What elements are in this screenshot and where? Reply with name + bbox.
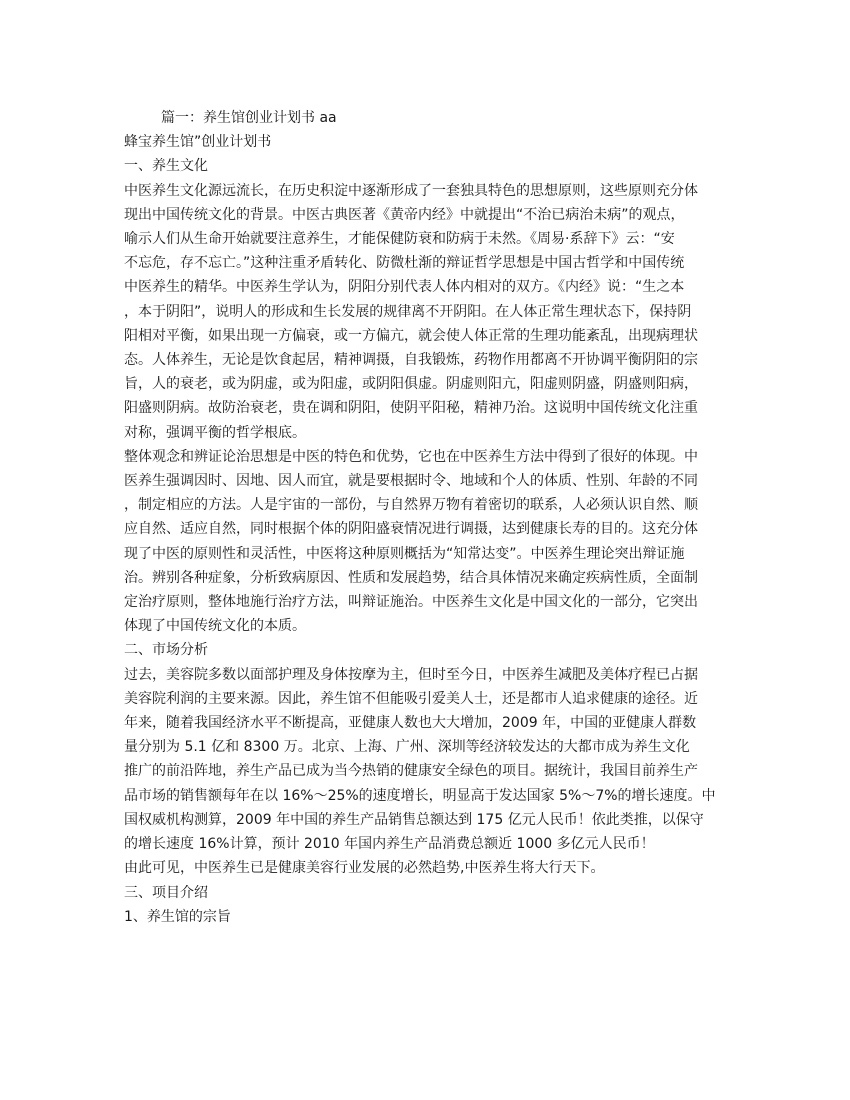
paragraph-line: 美容院利润的主要来源。因此，养生馆不但能吸引爱美人士，还是都市人追求健康的途径。近 xyxy=(124,690,698,707)
paragraph-line: 整体观念和辨证论治思想是中医的特色和优势，它也在中医养生方法中得到了很好的体现。中 xyxy=(124,448,698,465)
document-title: 蜂宝养生馆”创业计划书 xyxy=(124,134,272,151)
paragraph-line: 喻示人们从生命开始就要注意养生，才能保健防衰和防病于未然。《周易·系辞下》云：“安 xyxy=(124,231,675,248)
paragraph-line: 态。人体养生，无论是饮食起居，精神调摄，自我锻炼，药物作用都离不开协调平衡阴阳的宗 xyxy=(124,352,698,369)
section-title-culture: 一、养生文化 xyxy=(124,158,208,175)
paragraph-line: 定治疗原则，整体地施行治疗方法，叫辩证施治。中医养生文化是中国文化的一部分，它突出 xyxy=(124,594,698,611)
paragraph-line: ，制定相应的方法。人是宇宙的一部份，与自然界万物有着密切的联系，人必须认识自然、顺 xyxy=(124,497,698,514)
paragraph-line: 旨，人的衰老，或为阴虚，或为阳虚，或阴阳俱虚。阴虚则阳亢，阳虚则阴盛，阴盛则阳病， xyxy=(124,376,698,393)
paragraph-line: 由此可见，中医养生已是健康美容行业发展的必然趋势,中医养生将大行天下。 xyxy=(124,860,605,877)
subsection-title-purpose: 1、养生馆的宗旨 xyxy=(124,908,231,925)
section-title-market: 二、市场分析 xyxy=(124,642,208,659)
paragraph-line: ，本于阴阳”，说明人的形成和生长发展的规律离不开阴阳。在人体正常生理状态下，保持阴 xyxy=(124,303,692,320)
paragraph-line: 推广的前沿阵地，养生产品已成为当今热销的健康安全绿色的项目。据统计，我国目前养生产 xyxy=(124,763,698,780)
paragraph-line: 现出中国传统文化的背景。中医古典医著《黄帝内经》中就提出“不治已病治未病”的观点， xyxy=(124,206,685,223)
paragraph-line: 阳盛则阴病。故防治衰老，贵在调和阴阳，使阴平阳秘，精神乃治。这说明中国传统文化注重 xyxy=(124,400,698,417)
paragraph-line: 年来，随着我国经济水平不断提高，亚健康人数也大大增加，2009 年，中国的亚健康人群数 xyxy=(124,715,697,732)
paragraph-line: 应自然、适应自然，同时根据个体的阴阳盛衰情况进行调摄，达到健康长寿的目的。这充分体 xyxy=(124,521,698,538)
section-body-market xyxy=(124,663,729,881)
paragraph-line: 的增长速度 16%计算，预计 2010 年国内养生产品消费总额近 1000 多亿元人民币！ xyxy=(124,836,655,853)
document-heading: 篇一：养生馆创业计划书 aa xyxy=(161,110,337,126)
paragraph-line: 体现了中国传统文化的本质。 xyxy=(124,618,306,635)
paragraph-line: 中医养生的精华。中医养生学认为，阴阳分别代表人体内相对的双方。《内经》说：“生之本 xyxy=(124,279,685,296)
paragraph-line: 过去，美容院多数以面部护理及身体按摩为主，但时至今日，中医养生减肥及美体疗程已占据 xyxy=(124,666,698,683)
paragraph-line: 品市场的销售额每年在以 16%～25%的速度增长，明显高于发达国家 5%～7%的增长速度。中 xyxy=(124,787,716,804)
paragraph-line: 治。辨别各种症象，分析致病原因、性质和发展趋势，结合具体情况来确定疾病性质，全面制 xyxy=(124,569,698,586)
paragraph-line: 量分别为 5.1 亿和 8300 万。北京、上海、广州、深圳等经济较发达的大都市成为养生文化 xyxy=(124,739,690,756)
paragraph-line: 现了中医的原则性和灵活性，中医将这种原则概括为“知常达变”。中医养生理论突出辩证施 xyxy=(124,545,685,562)
paragraph-line: 中医养生文化源远流长，在历史积淀中逐渐形成了一套独具特色的思想原则，这些原则充分体 xyxy=(124,182,698,199)
document-page xyxy=(124,106,729,929)
paragraph-line: 阳相对平衡，如果出现一方偏衰，或一方偏亢，就会使人体正常的生理功能紊乱，出现病理状 xyxy=(124,327,698,344)
section-body-culture xyxy=(124,179,729,639)
section-title-project: 三、项目介绍 xyxy=(124,884,208,901)
paragraph-line: 医养生强调因时、因地、因人而宜，就是要根据时令、地域和个人的体质、性别、年龄的不同 xyxy=(124,473,698,490)
paragraph-line: 对称，强调平衡的哲学根底。 xyxy=(124,424,306,441)
paragraph-line: 不忘危，存不忘亡。”这种注重矛盾转化、防微杜渐的辩证哲学思想是中国古哲学和中国传统 xyxy=(124,255,685,272)
paragraph-line: 国权威机构测算，2009 年中国的养生产品销售总额达到 175 亿元人民币！依此类推，以保守 xyxy=(124,811,704,828)
